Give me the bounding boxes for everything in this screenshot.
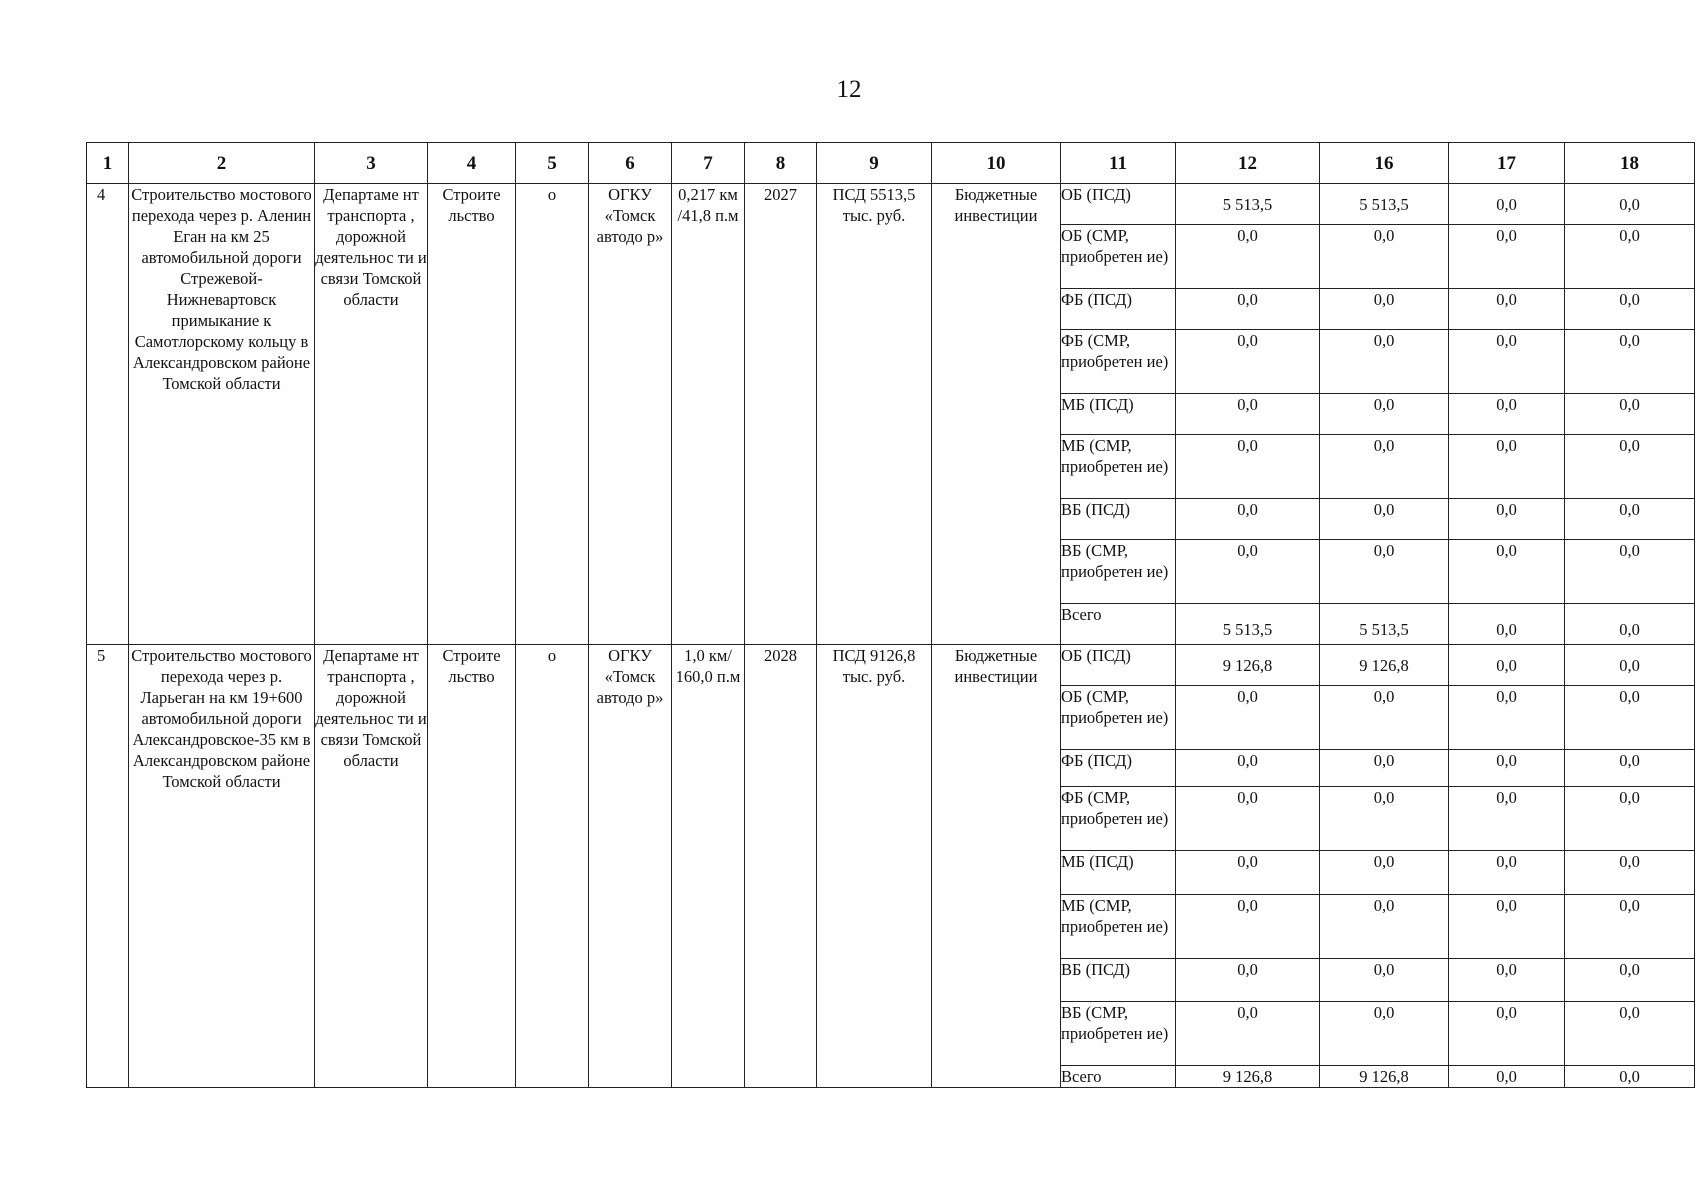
value-cell: 0,0 [1176, 330, 1320, 394]
value-cell: 0,0 [1449, 435, 1565, 499]
funding-source: ВБ (ПСД) [1061, 959, 1176, 1002]
value-cell: 0,0 [1565, 645, 1695, 686]
value-cell: 0,0 [1565, 540, 1695, 604]
header-cell: 12 [1176, 143, 1320, 184]
capacity: 1,0 км/ 160,0 п.м [672, 645, 745, 1088]
value-cell: 0,0 [1565, 394, 1695, 435]
value-cell: 0,0 [1449, 686, 1565, 750]
value-cell: 0,0 [1449, 184, 1565, 225]
funding-source: ОБ (ПСД) [1061, 184, 1176, 225]
value-cell: 0,0 [1449, 1002, 1565, 1066]
value-cell: 0,0 [1565, 686, 1695, 750]
funding-source: ФБ (ПСД) [1061, 289, 1176, 330]
funding-source: ВБ (СМР, приобретен ие) [1061, 540, 1176, 604]
header-cell: 18 [1565, 143, 1695, 184]
value-cell: 0,0 [1449, 225, 1565, 289]
value-cell: 0,0 [1449, 851, 1565, 895]
value-cell: 0,0 [1176, 750, 1320, 787]
value-cell: 0,0 [1320, 330, 1449, 394]
cost: ПСД 5513,5 тыс. руб. [817, 184, 932, 645]
header-row [87, 143, 1695, 184]
value-cell: 0,0 [1565, 499, 1695, 540]
value-cell: 0,0 [1449, 289, 1565, 330]
funding-source: МБ (СМР, приобретен ие) [1061, 895, 1176, 959]
value-cell: 0,0 [1449, 750, 1565, 787]
value-cell: 0,0 [1449, 394, 1565, 435]
value-cell: 0,0 [1449, 330, 1565, 394]
customer: ОГКУ «Томск автодо р» [589, 184, 672, 645]
table-row [87, 184, 1695, 225]
value-cell: 0,0 [1176, 686, 1320, 750]
funding-source: ВБ (СМР, приобретен ие) [1061, 1002, 1176, 1066]
value-cell: 5 513,5 [1320, 184, 1449, 225]
header-cell: 10 [932, 143, 1061, 184]
value-cell: 5 513,5 [1176, 184, 1320, 225]
column-5-value: о [516, 645, 589, 1088]
value-cell: 0,0 [1176, 1002, 1320, 1066]
value-cell: 0,0 [1176, 289, 1320, 330]
value-cell: 0,0 [1176, 540, 1320, 604]
value-cell: 0,0 [1320, 540, 1449, 604]
cost: ПСД 9126,8 тыс. руб. [817, 645, 932, 1088]
value-cell: 0,0 [1320, 895, 1449, 959]
header-cell: 1 [87, 143, 129, 184]
capacity: 0,217 км /41,8 п.м [672, 184, 745, 645]
header-cell: 17 [1449, 143, 1565, 184]
value-cell: 0,0 [1565, 330, 1695, 394]
value-cell: 0,0 [1565, 750, 1695, 787]
work-type: Строите льство [428, 645, 516, 1088]
work-type: Строите льство [428, 184, 516, 645]
funding-source: ФБ (СМР, приобретен ие) [1061, 330, 1176, 394]
investment-table [86, 142, 1695, 1088]
funding-source: ОБ (СМР, приобретен ие) [1061, 225, 1176, 289]
funding-source: МБ (ПСД) [1061, 394, 1176, 435]
header-cell: 4 [428, 143, 516, 184]
object-name: Строительство мостового перехода через р. Ларьеган на км 19+600 автомобильной дороги Александровское-35 км в Александровском районе Томской области [129, 645, 315, 1088]
value-cell: 0,0 [1565, 225, 1695, 289]
row-number: 5 [87, 645, 129, 1088]
value-cell: 0,0 [1320, 225, 1449, 289]
column-5-value: о [516, 184, 589, 645]
funding-source: ОБ (ПСД) [1061, 645, 1176, 686]
value-cell: 0,0 [1320, 787, 1449, 851]
value-cell: 0,0 [1449, 787, 1565, 851]
row-number: 4 [87, 184, 129, 645]
header-cell: 9 [817, 143, 932, 184]
value-cell: 0,0 [1176, 959, 1320, 1002]
value-cell: 0,0 [1176, 851, 1320, 895]
object-name: Строительство мостового перехода через р. Аленин Еган на км 25 автомобильной дороги Стрежевой-Нижневартовск примыкание к Самотлорскому кольцу в Александровском районе Томской области [129, 184, 315, 645]
value-cell: 0,0 [1565, 787, 1695, 851]
header-cell: 5 [516, 143, 589, 184]
value-cell: 0,0 [1320, 289, 1449, 330]
value-cell: 0,0 [1320, 686, 1449, 750]
investment-form: Бюджетные инвестиции [932, 184, 1061, 645]
header-cell: 2 [129, 143, 315, 184]
value-cell: 0,0 [1449, 540, 1565, 604]
total-value-cell: 0,0 [1449, 1066, 1565, 1088]
customer: ОГКУ «Томск автодо р» [589, 645, 672, 1088]
funding-source: ФБ (СМР, приобретен ие) [1061, 787, 1176, 851]
value-cell: 0,0 [1565, 184, 1695, 225]
value-cell: 0,0 [1565, 959, 1695, 1002]
header-cell: 16 [1320, 143, 1449, 184]
value-cell: 0,0 [1320, 499, 1449, 540]
total-value-cell: 0,0 [1449, 604, 1565, 645]
value-cell: 0,0 [1320, 851, 1449, 895]
year: 2027 [745, 184, 817, 645]
value-cell: 0,0 [1449, 895, 1565, 959]
value-cell: 0,0 [1320, 435, 1449, 499]
value-cell: 0,0 [1320, 394, 1449, 435]
value-cell: 0,0 [1565, 851, 1695, 895]
table-row [87, 645, 1695, 686]
value-cell: 0,0 [1176, 394, 1320, 435]
value-cell: 0,0 [1320, 750, 1449, 787]
value-cell: 0,0 [1449, 645, 1565, 686]
funding-source: ВБ (ПСД) [1061, 499, 1176, 540]
value-cell: 0,0 [1565, 895, 1695, 959]
total-value-cell: 9 126,8 [1176, 1066, 1320, 1088]
total-value-cell: 5 513,5 [1320, 604, 1449, 645]
investment-form: Бюджетные инвестиции [932, 645, 1061, 1088]
department: Департаме нт транспорта , дорожной деятельнос ти и связи Томской области [315, 184, 428, 645]
value-cell: 9 126,8 [1320, 645, 1449, 686]
total-value-cell: 0,0 [1565, 1066, 1695, 1088]
header-cell: 3 [315, 143, 428, 184]
funding-source-total: Всего [1061, 604, 1176, 645]
year: 2028 [745, 645, 817, 1088]
value-cell: 0,0 [1565, 289, 1695, 330]
value-cell: 0,0 [1320, 1002, 1449, 1066]
value-cell: 0,0 [1565, 435, 1695, 499]
value-cell: 9 126,8 [1176, 645, 1320, 686]
total-value-cell: 0,0 [1565, 604, 1695, 645]
value-cell: 0,0 [1449, 499, 1565, 540]
value-cell: 0,0 [1176, 895, 1320, 959]
funding-source: МБ (СМР, приобретен ие) [1061, 435, 1176, 499]
value-cell: 0,0 [1565, 1002, 1695, 1066]
funding-source: ФБ (ПСД) [1061, 750, 1176, 787]
value-cell: 0,0 [1176, 787, 1320, 851]
value-cell: 0,0 [1176, 499, 1320, 540]
header-cell: 7 [672, 143, 745, 184]
funding-source: ОБ (СМР, приобретен ие) [1061, 686, 1176, 750]
total-value-cell: 5 513,5 [1176, 604, 1320, 645]
total-value-cell: 9 126,8 [1320, 1066, 1449, 1088]
header-cell: 8 [745, 143, 817, 184]
header-cell: 6 [589, 143, 672, 184]
value-cell: 0,0 [1176, 225, 1320, 289]
funding-source-total: Всего [1061, 1066, 1176, 1088]
page-number: 12 [836, 76, 862, 103]
header-cell: 11 [1061, 143, 1176, 184]
value-cell: 0,0 [1449, 959, 1565, 1002]
department: Департаме нт транспорта , дорожной деятельнос ти и связи Томской области [315, 645, 428, 1088]
value-cell: 0,0 [1176, 435, 1320, 499]
funding-source: МБ (ПСД) [1061, 851, 1176, 895]
value-cell: 0,0 [1320, 959, 1449, 1002]
